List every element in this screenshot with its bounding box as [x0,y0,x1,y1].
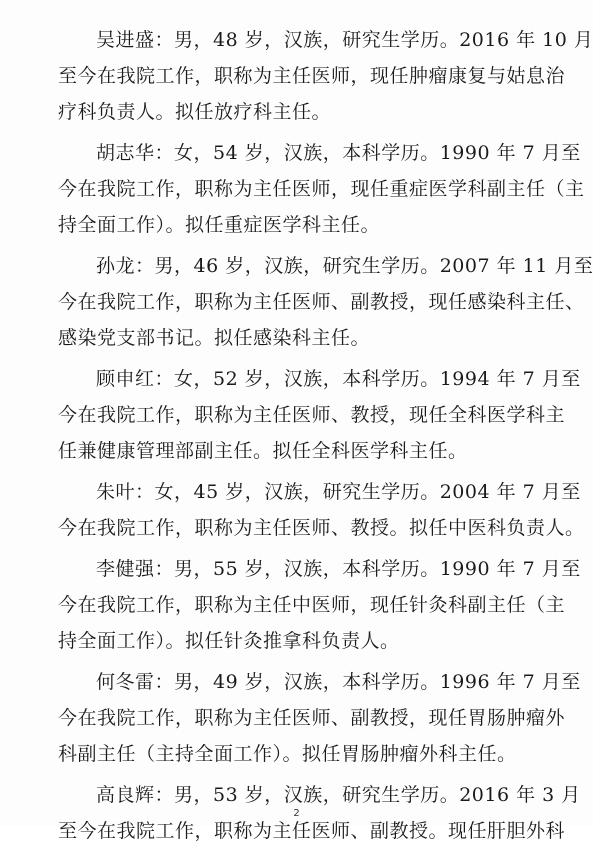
page-number: 2 [293,808,300,819]
text-line: 孙龙：男，46 岁，汉族，研究生学历。2007 年 11 月至 [96,255,593,277]
text-line: 顾申红：女，52 岁，汉族，本科学历。1994 年 7 月至 [96,368,581,390]
text-line: 吴进盛：男，48 岁，汉族，研究生学历。2016 年 10 月 [96,29,593,51]
entry-gu-shenhong [58,361,581,469]
entry-hu-zhihua [58,135,585,243]
text-line: 何冬雷：男，49 岁，汉族，本科学历。1996 年 7 月至 [96,671,581,693]
text-line: 至今在我院工作，职称为主任医师，现任肿瘤康复与姑息治 [58,65,566,87]
entry-he-donglei [58,664,581,772]
text-line: 今在我院工作，职称为主任医师、副教授，现任胃肠肿瘤外 [58,707,566,729]
text-line: 今在我院工作，职称为主任中医师，现任针灸科副主任（主 [58,594,566,616]
text-line: 感染党支部书记。拟任感染科主任。 [58,327,371,349]
text-line: 今在我院工作，职称为主任医师、教授，现任全科医学科主 [58,404,566,426]
text-line: 疗科负责人。拟任放疗科主任。 [58,101,332,123]
text-line: 今在我院工作，职称为主任医师，现任重症医学科副主任（主 [58,178,585,200]
entry-wu-jinsheng [58,22,593,130]
entry-li-jianqiang [58,551,581,659]
text-line: 高良辉：男，53 岁，汉族，研究生学历。2016 年 3 月 [96,784,581,806]
text-line: 今在我院工作，职称为主任医师、副教授，现任感染科主任、 [58,291,585,313]
document-body [58,22,593,854]
text-line: 持全面工作）。拟任重症医学科主任。 [58,214,381,236]
text-line: 科副主任（主持全面工作）。拟任胃肠肿瘤外科主任。 [58,743,517,765]
text-line: 朱叶：女，45 岁，汉族，研究生学历。2004 年 7 月至 [96,481,581,503]
entry-zhu-ye [58,474,585,546]
text-line: 至今在我院工作，职称为主任医师、副教授。现任肝胆外科 [58,820,566,842]
text-line: 今在我院工作，职称为主任医师、教授。拟任中医科负责人。 [58,517,585,539]
text-line: 李健强：男，55 岁，汉族，本科学历。1990 年 7 月至 [96,558,581,580]
text-line: 任兼健康管理部副主任。拟任全科医学科主任。 [58,440,468,462]
text-line: 持全面工作）。拟任针灸推拿科负责人。 [58,630,400,652]
text-line: 胡志华：女，54 岁，汉族，本科学历。1990 年 7 月至 [96,142,581,164]
entry-sun-long [58,248,593,356]
